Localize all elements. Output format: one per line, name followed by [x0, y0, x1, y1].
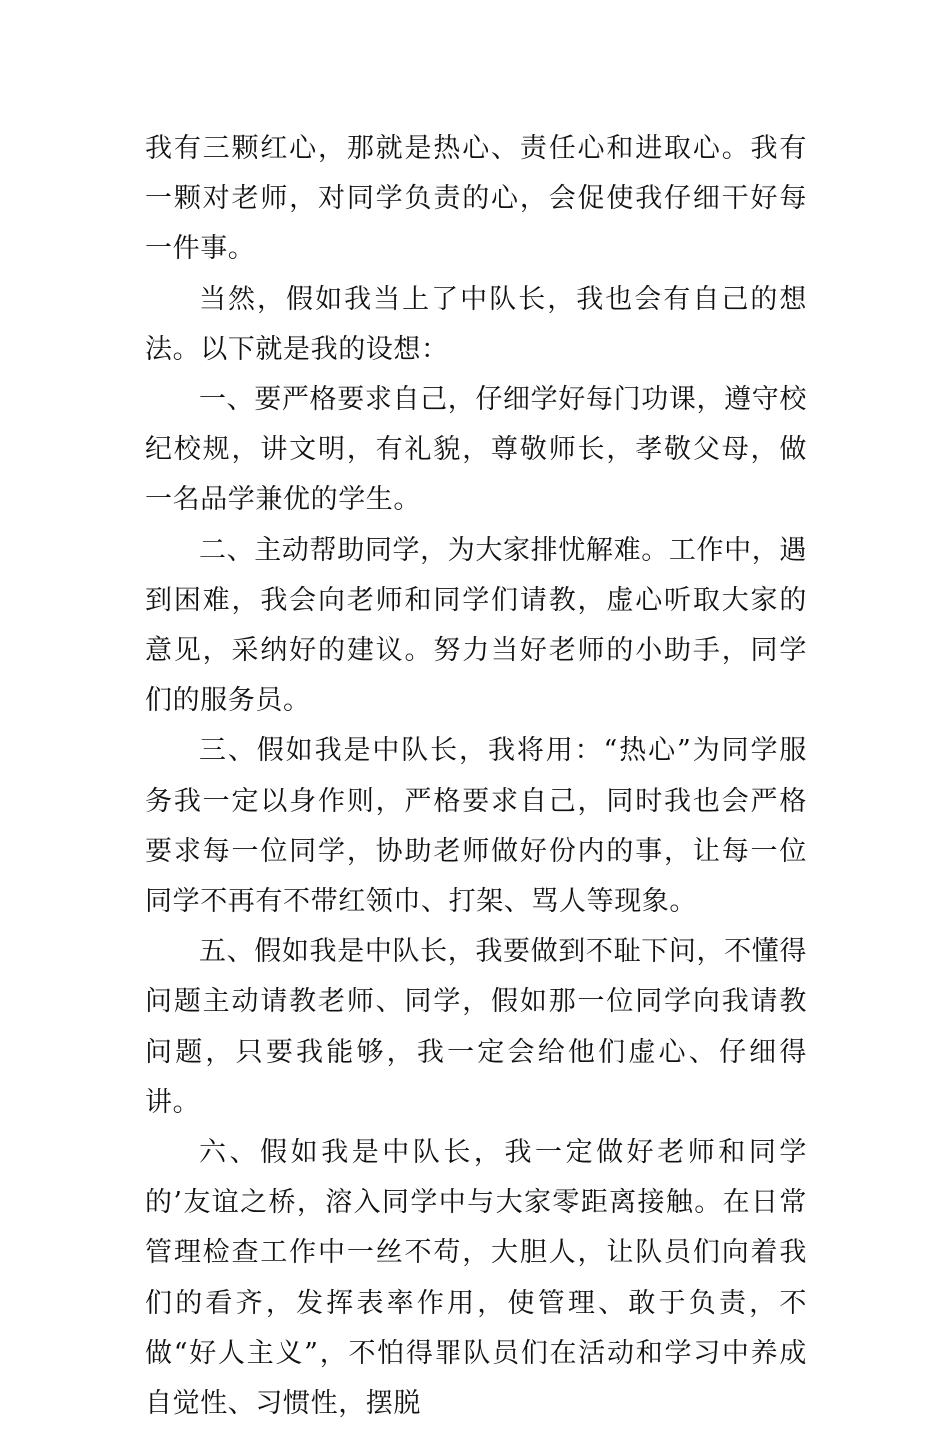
- paragraph-1: 我有三颗红心，那就是热心、责任心和进取心。我有一颗对老师，对同学负责的心，会促使我仔细干好每一件事。: [145, 133, 807, 265]
- paragraph-7: 六、假如我是中队长，我一定做好老师和同学的’友谊之桥，溶入同学中与大家零距离接触。在日常管理检查工作中一丝不苟，大胆人，让队员们向着我们的看齐，发挥表率作用，使管理、敢于负责，不做“好人主义”，不怕得罪队员们在活动和学习中养成自觉性、习惯性，摆脱: [145, 1137, 807, 1420]
- paragraph-6: 五、假如我是中队长，我要做到不耻下问，不懂得问题主动请教老师、同学，假如那一位同学向我请教问题，只要我能够，我一定会给他们虚心、仔细得讲。: [145, 936, 807, 1118]
- document-body: [145, 124, 807, 1429]
- paragraph-3: 一、要严格要求自己，仔细学好每门功课，遵守校纪校规，讲文明，有礼貌，尊敬师长，孝敬父母，做一名品学兼优的学生。: [145, 384, 807, 516]
- paragraph-4: 二、主动帮助同学，为大家排忧解难。工作中，遇到困难，我会向老师和同学们请教，虚心听取大家的意见，采纳好的建议。努力当好老师的小助手，同学们的服务员。: [145, 534, 807, 717]
- paragraph-2: 当然，假如我当上了中队长，我也会有自己的想法。以下就是我的设想：: [145, 283, 807, 365]
- paragraph-5: 三、假如我是中队长，我将用：“热心”为同学服务我一定以身作则，严格要求自己，同时我也会严格要求每一位同学，协助老师做好份内的事，让每一位同学不再有不带红领巾、打架、骂人等现象。: [145, 735, 807, 918]
